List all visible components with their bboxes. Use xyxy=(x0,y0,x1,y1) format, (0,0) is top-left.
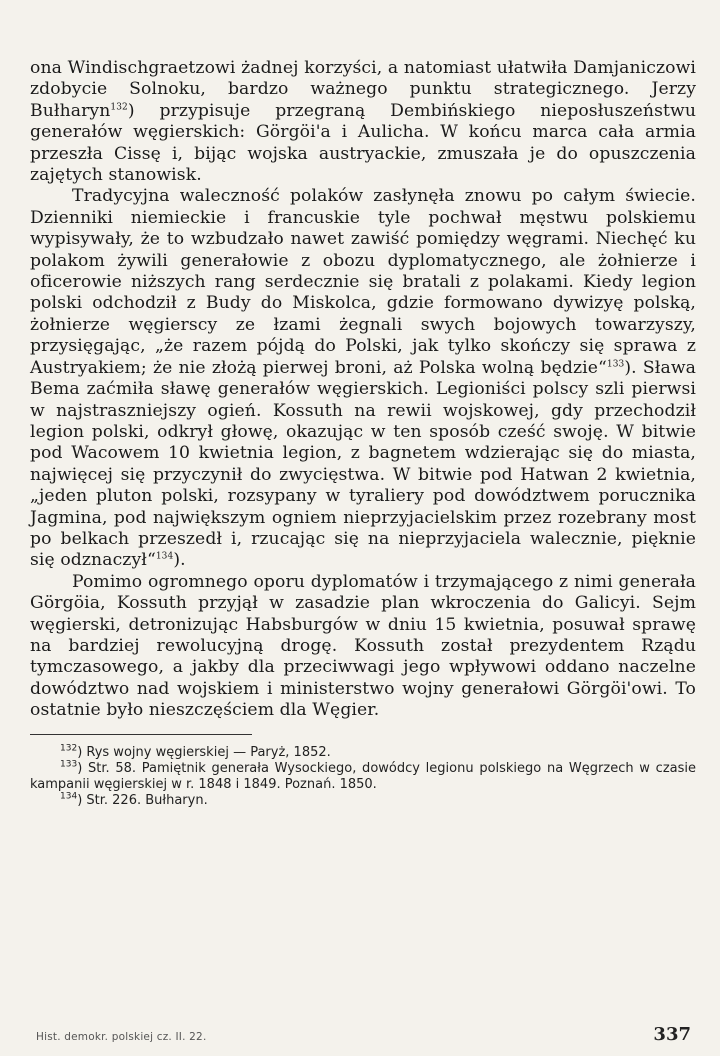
page-footer xyxy=(36,1024,691,1045)
paragraph xyxy=(30,58,696,186)
footnote xyxy=(30,793,696,809)
footnote-ref: 133 xyxy=(606,358,625,369)
paragraph-text: ona Windischgraetzowi żadnej korzyści, a natomiast ułatwiła Damjaniczowi zdobycie Solnoku, bardzo ważnego punktu strategicznego. Jerzy Bułharyn xyxy=(30,58,696,121)
page xyxy=(30,58,696,809)
paragraph xyxy=(30,186,696,571)
body-text xyxy=(30,58,696,722)
printer-signature: Hist. demokr. polskiej cz. II. 22. xyxy=(36,1031,207,1043)
footnote-text: ) Rys wojny węgierskiej — Paryż, 1852. xyxy=(77,744,331,760)
footnote-number: 132 xyxy=(60,743,78,754)
footnote-ref: 132 xyxy=(110,102,128,113)
paragraph-text: Tradycyjna waleczność polaków zasłynęła znowu po całym świecie. Dzienniki niemieckie i francuskie tyle pochwał męstwu polskiemu wypisywały, że to wzbudzało nawet zawiść pomiędzy węgrami. Niechęć ku polakom żywili generałowie z obozu dyplomatycznego, ale żołnierze i oficerowie niższych rang serdecznie się bratali z polakami. Kiedy legion polski odchodził z Budy do Miskolca, gdzie formowano dywizyę polską, żołnierze węgierscy ze łzami żegnali swych bojowych towarzyszy, przysięgając, „że razem pójdą do Polski, jak tylko skończy się sprawa z Austryakiem; że nie złożą pierwej broni, aż Polska wolną będzie“ xyxy=(30,186,696,378)
page-number: 337 xyxy=(653,1024,691,1045)
footnotes xyxy=(30,745,696,810)
paragraph-text: ). xyxy=(173,550,186,571)
footnote-number: 133 xyxy=(60,759,78,770)
paragraph xyxy=(30,572,696,722)
paragraph-text: ). Sława Bema zaćmiła sławę generałów węgierskich. Legioniści polscy szli pierwsi w najstraszniejszy ogień. Kossuth na rewii wojskowej, gdy przechodził legion polski, odkrył głowę, okazując w ten sposób cześć swoję. W bitwie pod Wacowem 10 kwietnia legion, z bagnetem wdzierając się do miasta, najwięcej się przyczynił do zwycięstwa. W bitwie pod Hatwan 2 kwietnia, „jeden pluton polski, rozsypany w tyraliery pod dowództwem porucznika Jagmina, pod największym ogniem nieprzyjacielskim przez rozebrany most po belkach przeszedł i, rzucając się na nieprzyjaciela walecznie, pięknie się odznaczył“ xyxy=(30,357,696,571)
paragraph-text: Pomimo ogromnego oporu dyplomatów i trzymającego z nimi generała Görgöia, Kossuth przyjął w zasadzie plan wkroczenia do Galicyi. Sejm węgierski, detronizując Habsburgów w dniu 15 kwietnia, posuwał sprawę na bardziej rewolucyjną drogę. Kossuth został prezydentem Rządu tymczasowego, a jakby dla przeciwwagi jego wpływowi oddano naczelne dowództwo nad wojskiem i ministerstwo wojny generałowi Görgöi'owi. To ostatnie było nieszczęściem dla Węgier. xyxy=(30,571,696,721)
paragraph-text: ) przypisuje przegraną Dembińskiego nieposłuszeństwu generałów węgierskich: Görgöi'a i Aulicha. W końcu marca cała armia przeszła Cissę i, bijąc wojska austryackie, zmuszała je do opuszczenia zajętych stanowisk. xyxy=(30,100,696,186)
footnote-text: ) Str. 226. Bułharyn. xyxy=(77,793,208,809)
footnote-ref: 134 xyxy=(155,551,174,562)
footnote-separator xyxy=(30,734,252,735)
footnote-text: ) Str. 58. Pamiętnik generała Wysockiego, dowódcy legionu polskiego na Węgrzech w czasie kampanii węgierskiej w r. 1848 i 1849. Poznań. 1850. xyxy=(30,760,696,792)
footnote-number: 134 xyxy=(60,791,78,802)
footnote xyxy=(30,745,696,761)
footnote xyxy=(30,761,696,793)
